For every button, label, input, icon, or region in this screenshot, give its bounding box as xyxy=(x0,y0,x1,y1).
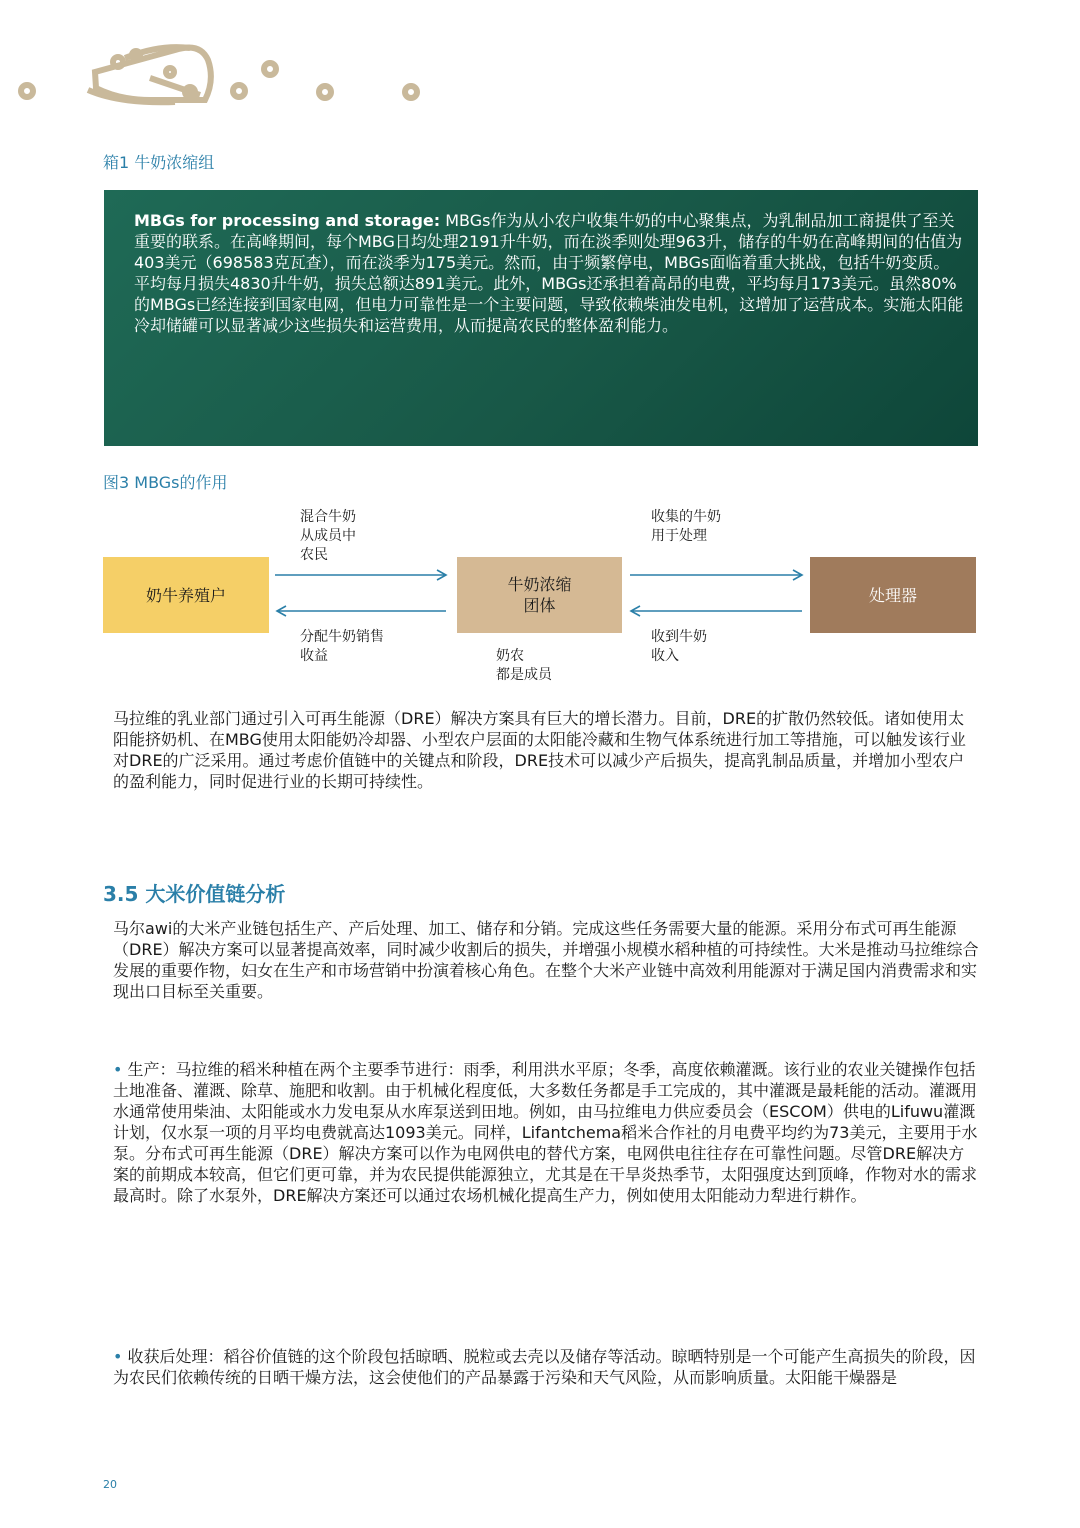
figure-caption: 图3 MBGs的作用 xyxy=(103,473,228,492)
bullet-post-harvest xyxy=(113,1346,979,1388)
dairy-intro-paragraph: 马拉维的乳业部门通过引入可再生能源（DRE）解决方案具有巨大的增长潜力。目前，DRE的扩散仍然较低。诸如使用太阳能挤奶机、在MBG使用太阳能奶冷却器、小型农户层面的太阳能冷藏和生物气体系统进行加工等措施，可以触发该行业对DRE的广泛采用。通过考虑价值链中的关键点和阶段，DRE技术可以减少产后损失，提高乳制品质量，并增加小型农户的盈利能力，同时促进行业的长期可持续性。 xyxy=(113,709,966,791)
section-heading: 3.5 大米价值链分析 xyxy=(103,882,286,906)
bullet-text: 生产：马拉维的稻米种植在两个主要季节进行：雨季，利用洪水平原；冬季，高度依赖灌溉。该行业的农业关键操作包括土地准备、灌溉、除草、施肥和收割。由于机械化程度低，大多数任务都是手工完成的，其中灌溉是最耗能的活动。灌溉用水通常使用柴油、太阳能或水力发电泵从水库泵送到田地。例如，由马拉维电力供应委员会（ESCOM）供电的Lifuwu灌溉计划，仅水泵一项的月平均电费就高达1093美元。同样，Lifantchema稻米合作社的月电费平均约为73美元，主要用于水泵。分布式可再生能源（DRE）解决方案可以作为电网供电的替代方案，电网供电往往存在可靠性问题。尽管DRE解决方案的前期成本较高，但它们更可靠，并为农民提供能源独立，尤其是在干旱炎热季节，太阳强度达到顶峰，作物对水的需求最高时。除了水泵外，DRE解决方案还可以通过农场机械化提高生产力，例如使用太阳能动力犁进行耕作。 xyxy=(113,1060,978,1205)
node-milk-bulking-group: 牛奶浓缩 团体 xyxy=(457,557,622,633)
bullet-text: 收获后处理：稻谷价值链的这个阶段包括晾晒、脱粒或去壳以及储存等活动。晾晒特别是一个可能产生高损失的阶段，因为农民们依赖传统的日晒干燥方法，这会使他们的产品暴露于污染和天气风险，从而影响质量。太阳能干燥器是 xyxy=(113,1347,976,1387)
info-box-lead: MBGs for processing and storage: xyxy=(134,211,441,230)
label-farmer-to-mbg: 混合牛奶 从成员中 农民 xyxy=(300,509,356,563)
label-processor-to-mbg: 收到牛奶 收入 xyxy=(651,629,707,664)
box-caption: 箱1 牛奶浓缩组 xyxy=(103,153,215,172)
info-box-body: MBGs作为从小农户收集牛奶的中心聚集点，为乳制品加工商提供了至关重要的联系。在高峰期间，每个MBG日均处理2191升牛奶，而在淡季则处理963升，储存的牛奶在高峰期间的估值为403美元（698583克瓦查），而在淡季为175美元。然而，由于频繁停电，MBGs面临着重大挑战，包括牛奶变质。平均每月损失4830升牛奶，损失总额达891美元。此外，MBGs还承担着高昂的电费，平均每月173美元。虽然80%的MBGs已经连接到国家电网，但电力可靠性是一个主要问题，导致依赖柴油发电机，这增加了运营成本。实施太阳能冷却储罐可以显著减少这些损失和运营费用，从而提高农民的整体盈利能力。 xyxy=(134,211,964,335)
node-processor: 处理器 xyxy=(810,557,976,633)
bullet-marker: • xyxy=(113,1060,123,1079)
flow-arrows xyxy=(0,0,1080,700)
page-number: 20 xyxy=(103,1478,117,1491)
node-dairy-farmer: 奶牛养殖户 xyxy=(103,557,269,633)
bullet-marker: • xyxy=(113,1347,123,1366)
label-mbg-to-processor: 收集的牛奶 用于处理 xyxy=(651,509,721,544)
rice-intro-paragraph: 马尔awi的大米产业链包括生产、产后处理、加工、储存和分销。完成这些任务需要大量的能源。采用分布式可再生能源（DRE）解决方案可以显著提高效率，同时减少收割后的损失，并增强小规模水稻种植的可持续性。大米是推动马拉维综合发展的重要作物，妇女在生产和市场营销中扮演着核心角色。在整个大米产业链中高效利用能源对于满足国内消费需求和实现出口目标至关重要。 xyxy=(113,919,979,1001)
bullet-production xyxy=(113,1059,979,1206)
label-mbg-members: 奶农 都是成员 xyxy=(496,648,552,683)
label-mbg-to-farmer: 分配牛奶销售 收益 xyxy=(300,629,384,664)
